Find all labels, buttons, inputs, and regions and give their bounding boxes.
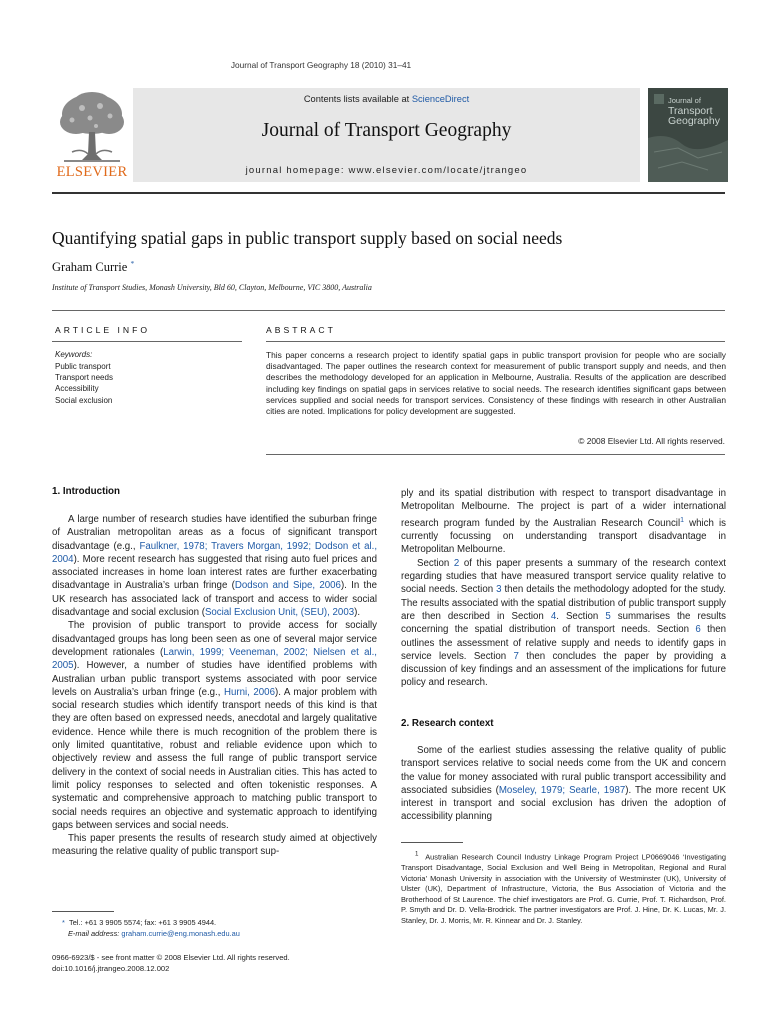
affiliation-rule <box>52 310 725 311</box>
keyword: Public transport <box>55 362 111 371</box>
page-footer <box>52 953 290 974</box>
footnote-rule-right <box>401 842 463 843</box>
citation-link[interactable]: Moseley, 1979; Searle, 1987 <box>498 784 626 796</box>
abstract-rule <box>266 341 725 342</box>
journal-citation: Journal of Transport Geography 18 (2010) 31–41 <box>230 60 412 70</box>
elsevier-logo[interactable] <box>52 88 132 182</box>
masthead-rule <box>52 192 725 194</box>
author-name: Graham Currie <box>52 260 128 275</box>
keywords-list <box>55 361 113 406</box>
citation-link[interactable]: Social Exclusion Unit, (SEU), 2003 <box>204 607 355 619</box>
contents-line <box>133 94 640 104</box>
abstract-copyright: © 2008 Elsevier Ltd. All rights reserved. <box>578 436 725 446</box>
tel-fax: Tel.: +61 3 9905 5574; fax: +61 3 9905 4944. <box>69 918 217 927</box>
footnote-rule-left <box>52 911 114 912</box>
footnote-reference[interactable]: 1 <box>680 516 685 524</box>
abstract-bottom-rule <box>266 454 725 455</box>
citation-link[interactable]: Hurni, 2006 <box>224 686 275 698</box>
elsevier-wordmark: ELSEVIER <box>56 164 128 180</box>
keyword: Transport needs <box>55 373 113 383</box>
author-affiliation: Institute of Transport Studies, Monash University, Bld 60, Clayton, Melbourne, VIC 3800, Australia <box>52 283 372 292</box>
keyword: Social exclusion <box>55 395 113 405</box>
intro-paragraph-3: This paper presents the results of research study aimed at objectively measuring the relative quality of public transport sup- <box>52 833 377 858</box>
citation-link[interactable]: 2 <box>453 557 460 569</box>
email-label: E-mail address: <box>68 928 122 938</box>
citation-link[interactable]: 5 <box>605 610 611 622</box>
paper-title: Quantifying spatial gaps in public transport supply based on social needs <box>52 228 563 248</box>
citation-link[interactable]: 6 <box>695 624 701 636</box>
citation-link[interactable]: Faulkner, 1978; Travers Morgan, 1992; Dodson et al., 2004 <box>52 540 378 565</box>
abstract-text: This paper concerns a research project to identify spatial gaps in public transport provision for people who are socially disadvantaged. The paper outlines the research context for measurement of public transport supply and needs, and then describes the methodology developed for an application in Melbourne, Australia. Results of the application are described including key findings on spatial gaps in services relative to social needs. The research identifies significant gaps between services supplied and social needs for transport services. Consistency of these findings with research in other Australian cities are noted. Implications for policy development are suggested. <box>266 350 726 417</box>
citation-link[interactable]: Larwin, 1999; Veeneman, 2002; Nielsen et al., 2005 <box>52 646 377 672</box>
corresponding-author-footnote <box>52 918 377 939</box>
article-info-rule <box>52 341 242 342</box>
citation-link[interactable]: 4 <box>550 610 557 622</box>
journal-cover-thumbnail[interactable] <box>648 88 728 182</box>
issn-line: 0966-6923/$ - see front matter © 2008 Elsevier Ltd. All rights reserved. <box>52 953 290 962</box>
article-info-heading: ARTICLE INFO <box>55 325 151 335</box>
left-column-body <box>52 513 377 859</box>
intro-paragraph-1: A large number of research studies have identified the suburban fringe of Australian metropolitan areas as a focus of significant transport disadvantage (e.g., Faulkner, 1978; Travers Morgan, 1992; Dodson et al., 2004). More recent research has suggested that rising auto fuel prices and associated increases in home loan interest rates are further exacerbating disadvantage in Australia’s urban fringe (Dodson and Sipe, 2006). In the UK research has associated lack of transport and access to wider social disadvantage and social exclusion (Social Exclusion Unit, (SEU), 2003). <box>52 514 378 619</box>
cover-line2: Transport <box>668 105 713 117</box>
keywords-label: Keywords: <box>55 350 93 359</box>
section-heading-research-context: 2. Research context <box>401 718 494 729</box>
sciencedirect-link[interactable]: ScienceDirect <box>411 94 470 104</box>
research-context-paragraph: Some of the earliest studies assessing the relative quality of public transport services relative to social needs come from the UK and concern the value for money associated with rural public transport accessibility and associated subsidies (Moseley, 1979; Searle, 1987). The more recent UK interest in transport and social exclusion has driven the adoption of accessibility planning <box>401 745 727 823</box>
right-paragraph-2: Section 2 of this paper presents a summary of the research context regarding studies that have measured transport service quality relative to social needs. Section 3 then details the methodology adopted for the study. The results associated with the spatial distribution of public transport supply are then described in Section 4. Section 5 summarises the results concerning the spatial distribution of transport needs. Section 6 then outlines the assessment of relative supply and needs to identify gaps in service levels. Section 7 then concludes the paper by providing a discussion of key findings and an assessment of the implications for future policy and research. <box>401 557 727 689</box>
masthead <box>52 88 730 182</box>
doi-line[interactable]: doi:10.1016/j.jtrangeo.2008.12.002 <box>52 963 170 973</box>
footnote-1-text: Australian Research Council Industry Linkage Program Project LP0669046 ‘Investigating Transport Disadvantage, Social Exclusion and Well Being in Metropolitan, Regional and Rural Victoria’ Monash University in association with the University of Westminster (UK), University of Ulster (UK), Department of Infrastructure, Victoria, the Bus Association of Victoria and the Brotherhood of St Laurence. The chief investigators are Prof. G. Currie, Prof. T. Richardson, Prof. P. Smyth and Dr. D. Vella-Brodrick. The partner investigators are Prof. J. Hine, Dr. K. Lucas, Mr. J. Stanley, Dr. J. Morris, Mr. R. Kinnear and Dr. J. Stanley. <box>401 852 726 926</box>
right-column-body-bottom <box>401 744 726 824</box>
journal-homepage[interactable]: journal homepage: www.elsevier.com/locate/jtrangeo <box>245 165 528 176</box>
intro-paragraph-2: The provision of public transport to provide access for socially disadvantaged groups has long been seen as one of several major service development rationales (Larwin, 1999; Veeneman, 2002; Nielsen et al., 2005). However, a number of studies have identified problems with Australian urban public transport systems associated with poor service levels on Australia’s urban fringe (e.g., Hurni, 2006). A major problem with social research studies which identify transport needs of this kind is that they are often based on expressed needs, anecdotal and largely qualitative evidence. Hence while there is much recognition of the problem there is only limited quantitative, robust and reliable evidence upon which to objectively review and assess the full range of public transport service delivery in the context of social needs in Australian cities. This has acted to limit policy responses to selected and often tokenistic responses. A systematic and comprehensive approach to matching public transport to social needs requires an objective and systematic approach to identifying gaps between services and social needs. <box>52 620 377 831</box>
keyword: Accessibility <box>55 384 99 394</box>
citation-link[interactable]: 3 <box>496 584 502 596</box>
author-line <box>52 259 134 275</box>
contents-prefix: Contents lists available at <box>303 94 412 104</box>
journal-banner <box>133 88 640 182</box>
cover-line3: Geography <box>668 115 720 127</box>
corresponding-tel <box>52 918 377 929</box>
journal-title: Journal of Transport Geography <box>261 120 512 141</box>
citation-link[interactable]: Dodson and Sipe, 2006 <box>234 580 341 592</box>
footnote-1-mark <box>401 852 418 861</box>
corresponding-author-mark[interactable]: * <box>130 259 135 268</box>
right-paragraph-1: ply and its spatial distribution with respect to transport disadvantage in Metropolitan Melbourne. The project is part of a wider international research program funded by the Australian Research Council$^1$ which is currently focussing on understanding transport disadvantage in Metropolitan Melbourne. <box>401 488 726 556</box>
funding-footnote <box>401 850 726 927</box>
right-column-body-top <box>401 487 726 690</box>
footnote-mark[interactable]: * <box>62 918 65 927</box>
cover-line1: Journal of <box>668 96 701 105</box>
abstract-heading: ABSTRACT <box>266 325 336 335</box>
citation-link[interactable]: 7 <box>513 650 519 662</box>
email-link[interactable]: graham.currie@eng.monash.edu.au <box>121 928 240 938</box>
email-line <box>52 929 377 940</box>
cover-title <box>668 96 720 126</box>
footnote-number: 1 <box>415 851 419 858</box>
section-heading-introduction: 1. Introduction <box>52 486 121 497</box>
